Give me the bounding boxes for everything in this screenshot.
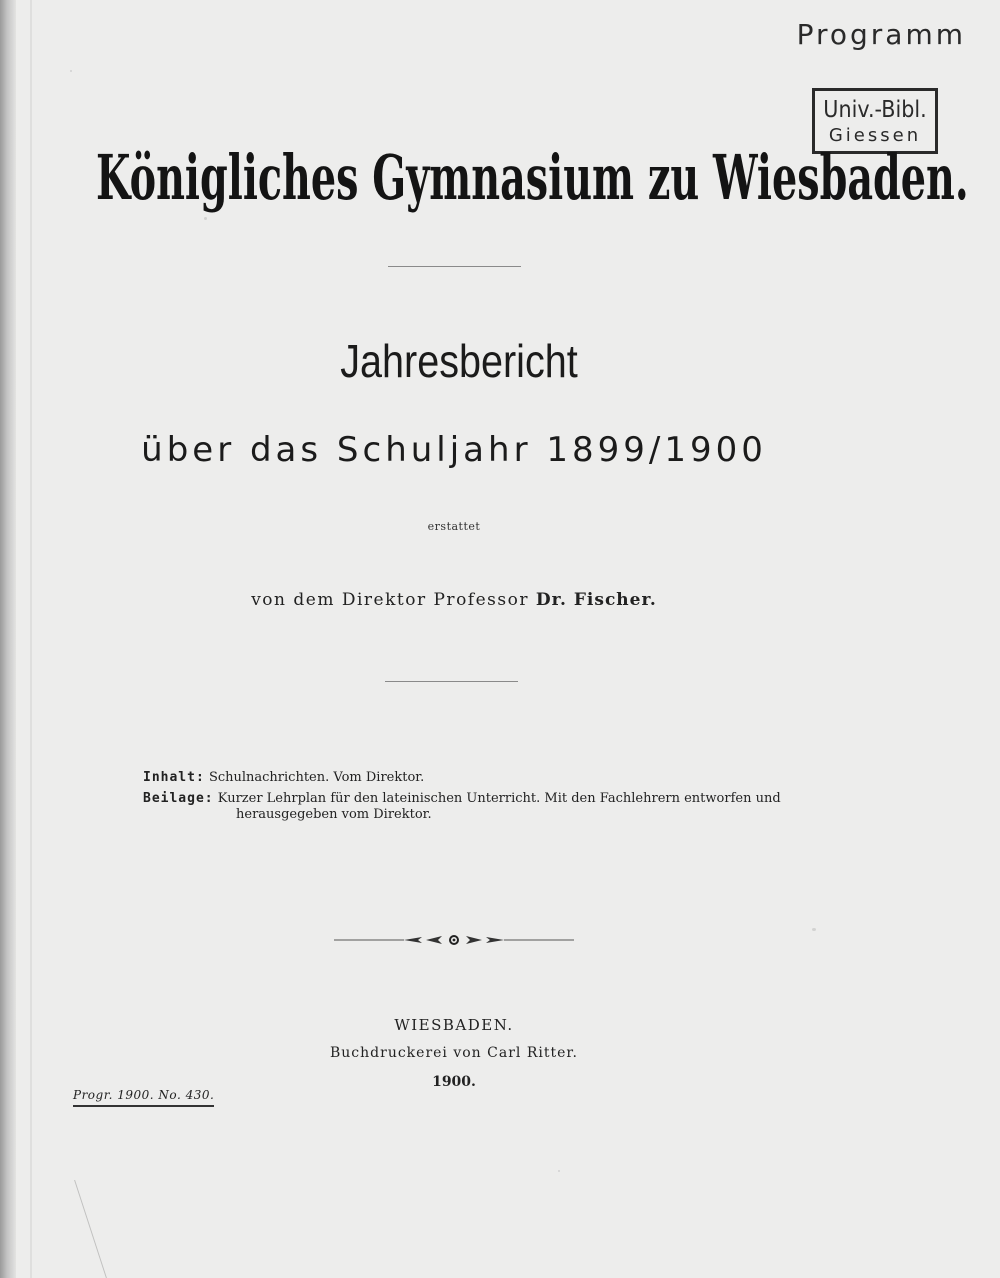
director-prefix: von dem Direktor Professor [251, 590, 529, 610]
paper-speck [812, 928, 816, 931]
divider-rule-top [388, 266, 521, 267]
catalog-note: Progr. 1900. No. 430. [73, 1088, 214, 1107]
beilage-text-line1: Kurzer Lehrplan für den lateinischen Unterricht. Mit den Fachlehrern entworfen und [217, 791, 781, 806]
inhalt-label: Inhalt: [143, 770, 205, 785]
imprint-city: WIESBADEN. [394, 1016, 514, 1034]
paper-tear [74, 1180, 167, 1278]
institution-title: Königliches Gymnasium zu Wiesbaden. [96, 141, 969, 214]
submitted-line: erstattet [427, 520, 481, 533]
director-name: Dr. Fischer. [535, 590, 657, 610]
imprint-printer: Buchdruckerei von Carl Ritter. [330, 1045, 578, 1061]
paper-speck [204, 217, 207, 220]
library-stamp-line1: Univ.-Bibl. [823, 97, 927, 123]
paper-speck [558, 1170, 560, 1172]
library-stamp-line2: Giessen [828, 125, 922, 146]
contents-beilage [143, 791, 781, 807]
director-line [0, 590, 908, 610]
inhalt-text: Schulnachrichten. Vom Direktor. [208, 770, 425, 785]
imprint-year: 1900. [432, 1074, 476, 1090]
beilage-label: Beilage: [143, 791, 214, 806]
contents-inhalt [143, 770, 424, 786]
contents-beilage-continuation: herausgegeben vom Direktor. [236, 807, 432, 822]
programm-stamp: Programm [796, 18, 966, 51]
ornament-divider [334, 930, 574, 950]
report-title: Jahresbericht [340, 335, 578, 387]
school-year-line: über das Schuljahr 1899/1900 [141, 430, 767, 470]
paper-speck [70, 70, 72, 72]
divider-rule-middle [385, 681, 518, 682]
